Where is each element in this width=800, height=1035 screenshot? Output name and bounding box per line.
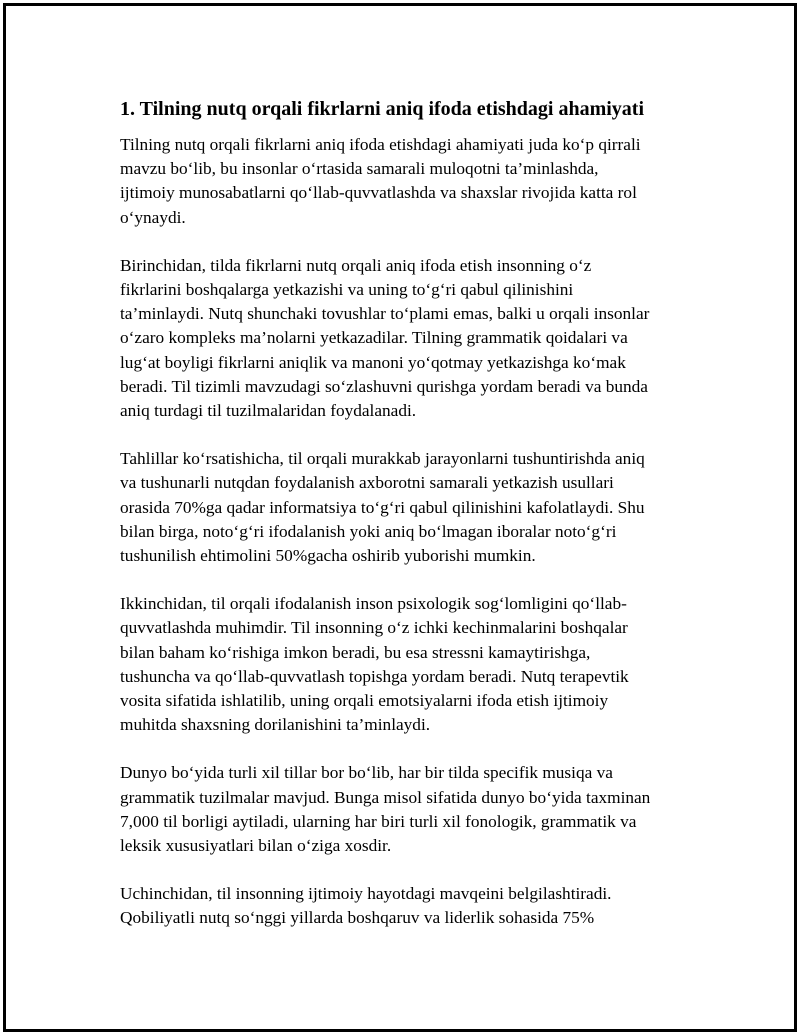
paragraph-languages-world: Dunyo bo‘yida turli xil tillar bor bo‘lib, har bir tilda specifik musiqa va grammatik tuzilmalar mavjud. Bunga misol sifatida dunyo bo‘yida taxminan 7,000 til borligi aytiladi, ularning har biri turli xil fonologik, grammatik va leksik xususiyatlari bilan o‘ziga xosdir. — [120, 763, 651, 856]
document-content — [120, 96, 700, 955]
paragraph-first-point: Birinchidan, tilda fikrlarni nutq orqali aniq ifoda etish insonning o‘z fikrlarini boshqalarga yetkazishi va uning to‘g‘ri qabul qilinishini ta’minlaydi. Nutq shunchaki tovushlar to‘plami emas, balki u orqali insonlar o‘zaro kompleks ma’nolarni yetkazadilar. Tilning grammatik qoidalari va lug‘at boyligi fikrlarni aniqlik va manoni yo‘qotmay yetkazishga ko‘mak beradi. Til tizimli mavzudagi so‘zlashuvni qurishga yordam beradi va bunda aniq turdagi til tuzilmalaridan foydalanadi. — [120, 255, 650, 421]
section-heading: 1. Tilning nutq orqali fikrlarni aniq ifoda etishdagi ahamiyati — [120, 98, 645, 120]
paragraph-intro: Tilning nutq orqali fikrlarni aniq ifoda etishdagi ahamiyati juda ko‘p qirrali mavzu bo‘lib, bu insonlar o‘rtasida samarali muloqotni ta’minlashda, ijtimoiy munosabatlarni qo‘llab-quvvatlashda va shaxslar rivojida katta rol o‘ynaydi. — [120, 135, 641, 227]
document-page — [3, 3, 797, 1032]
paragraph-third-point: Uchinchidan, til insonning ijtimoiy hayotdagi mavqeini belgilashtiradi. Qobiliyatli nutq so‘nggi yillarda boshqaruv va liderlik sohasida 75% — [120, 884, 612, 928]
paragraph-analysis: Tahlillar ko‘rsatishicha, til orqali murakkab jarayonlarni tushuntirishda aniq va tushunarli nutqdan foydalanish axborotni samarali yetkazish usullari orasida 70%ga qadar informatsiya to‘g‘ri qabul qilinishini kafolatlaydi. Shu bilan birga, noto‘g‘ri ifodalanish yoki aniq bo‘lmagan iboralar noto‘g‘ri tushunilish ehtimolini 50%gacha oshirib yuborishi mumkin. — [120, 449, 645, 566]
paragraph-second-point: Ikkinchidan, til orqali ifodalanish inson psixologik sog‘lomligini qo‘llab- quvvatlashda muhimdir. Til insonning o‘z ichki kechinmalarini boshqalar bilan baham ko‘rishiga imkon beradi, bu esa stressni kamaytirishga, tushuncha va qo‘llab-quvvatlash topishga yordam beradi. Nutq terapevtik vosita sifatida ishlatilib, uning orqali emotsiyalarni ifoda etish ijtimoiy muhitda shaxsning dorilanishini ta’minlaydi. — [120, 594, 629, 735]
